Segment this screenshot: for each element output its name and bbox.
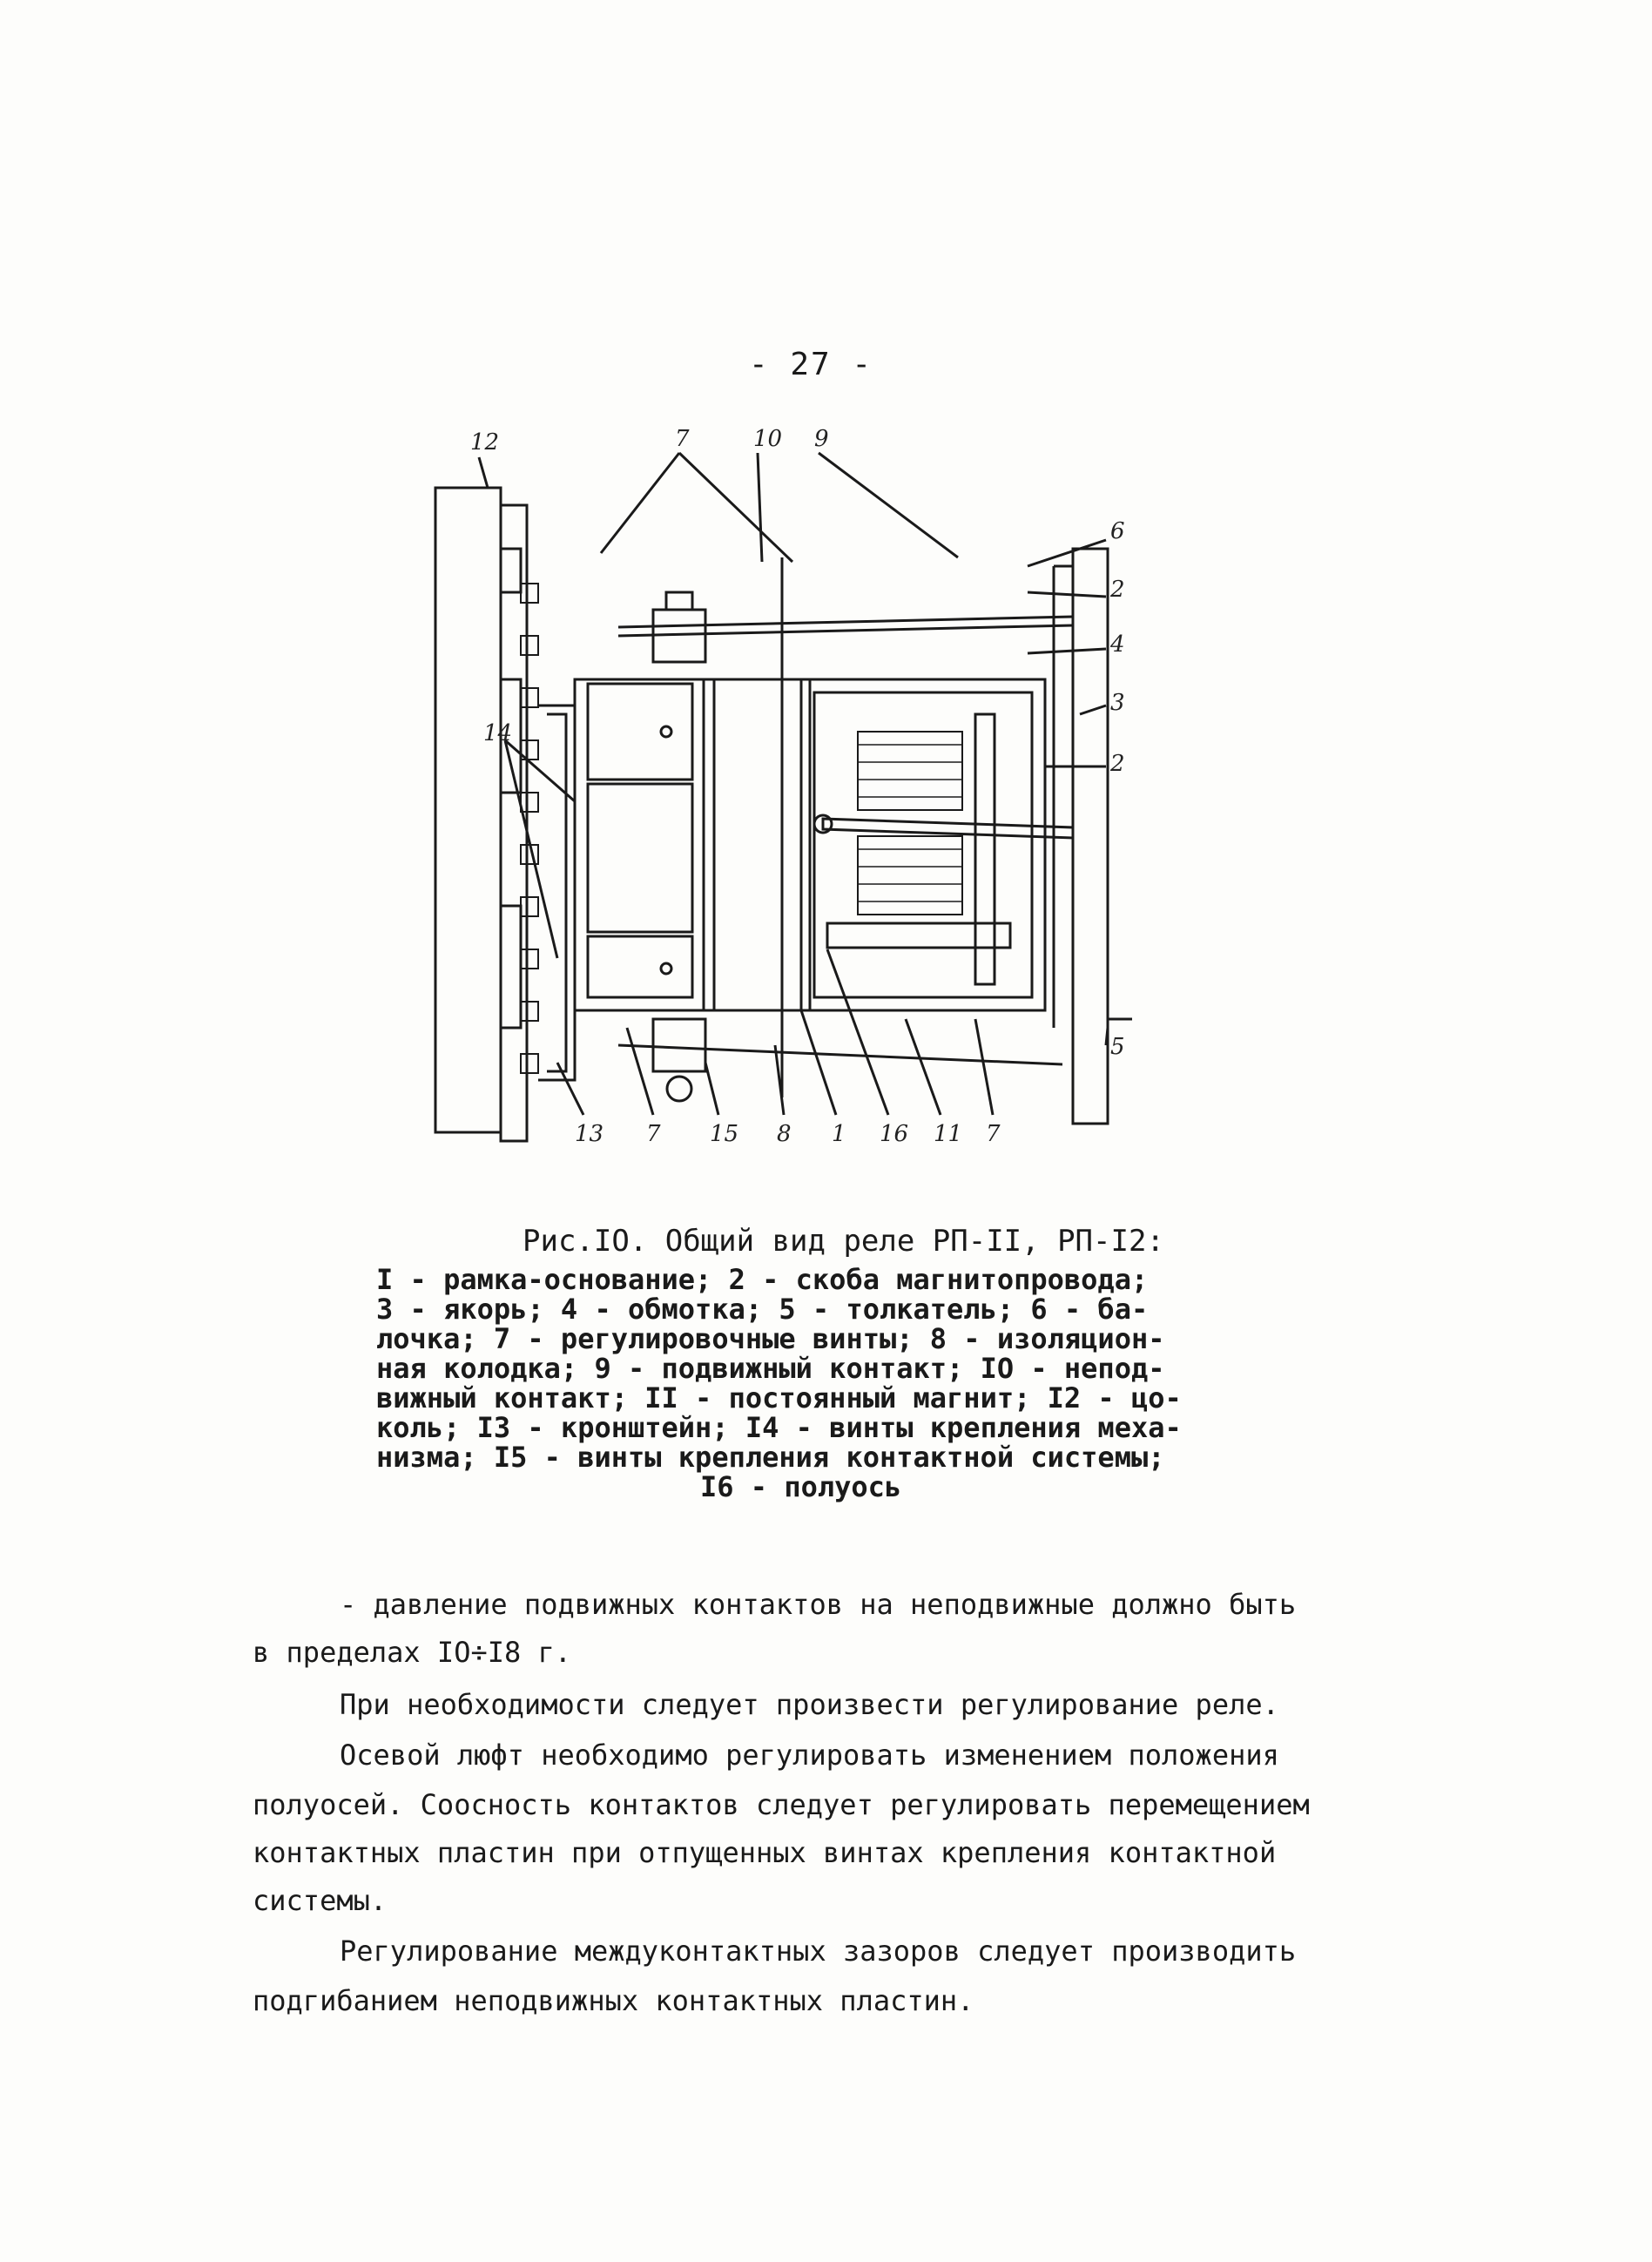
legend-line: 3 - якорь; 4 - обмотка; 5 - толкатель; 6 - ба- xyxy=(376,1293,1149,1326)
paragraph-gaps-line1: Регулирование междуконтактных зазоров следует производить xyxy=(340,1935,1297,1968)
fig-label-5: 5 xyxy=(1110,1034,1125,1060)
figure-legend xyxy=(376,1265,1247,1502)
paragraph-pressure-line2: в пределах IO÷I8 г. xyxy=(253,1636,572,1669)
socket-outline xyxy=(435,488,521,1132)
fig-label-12: 12 xyxy=(470,429,500,456)
fig-label-2b: 2 xyxy=(1110,751,1125,777)
paragraph-axial-line1: Осевой люфт необходимо регулировать изменением положения xyxy=(340,1739,1279,1772)
legend-line: I - рамка-основание; 2 - скоба магнитопровода; xyxy=(376,1263,1149,1296)
fig-label-2a: 2 xyxy=(1110,577,1125,603)
legend-line-last: I6 - полуось xyxy=(700,1470,902,1503)
legend-line: вижный контакт; II - постоянный магнит; I2 - цо- xyxy=(376,1381,1182,1415)
fig-label-9: 9 xyxy=(814,426,829,452)
figure-caption-title: Рис.IO. Общий вид реле РП-II, РП-I2: xyxy=(523,1224,1164,1259)
fig-label-10: 10 xyxy=(753,426,783,452)
fig-label-7a: 7 xyxy=(675,426,690,452)
fig-label-7c: 7 xyxy=(986,1121,1001,1147)
fig-label-13: 13 xyxy=(575,1121,604,1147)
paragraph-axial-line4: системы. xyxy=(253,1884,388,1917)
fig-label-14: 14 xyxy=(483,720,513,746)
fig-label-6: 6 xyxy=(1110,518,1125,544)
legend-line: лочка; 7 - регулировочные винты; 8 - изоляцион- xyxy=(376,1322,1165,1355)
legend-line: низма; I5 - винты крепления контактной системы; xyxy=(376,1441,1165,1474)
fig-label-11: 11 xyxy=(934,1121,963,1147)
paragraph-axial-line2: полуосей. Соосность контактов следует регулировать перемещением xyxy=(253,1788,1310,1821)
fig-label-15: 15 xyxy=(710,1121,739,1147)
paragraph-adjustment: При необходимости следует произвести регулирование реле. xyxy=(340,1688,1279,1721)
relay-drawing xyxy=(418,418,1184,1237)
paragraph-pressure-line1: - давление подвижных контактов на неподвижные должно быть xyxy=(340,1588,1297,1621)
paragraph-gaps-line2: подгибанием неподвижных контактных пластин. xyxy=(253,1984,974,2017)
fig-label-7b: 7 xyxy=(646,1121,661,1147)
paragraph-axial-line3: контактных пластин при отпущенных винтах крепления контактной xyxy=(253,1836,1277,1869)
fig-label-3: 3 xyxy=(1110,690,1125,716)
page-number: - 27 - xyxy=(749,347,873,382)
fig-label-4: 4 xyxy=(1110,631,1125,658)
legend-line: ная колодка; 9 - подвижный контакт; IO - непод- xyxy=(376,1352,1165,1385)
legend-line: коль; I3 - кронштейн; I4 - винты крепления меха- xyxy=(376,1411,1182,1444)
fig-label-1: 1 xyxy=(832,1121,846,1147)
fig-label-16: 16 xyxy=(880,1121,909,1147)
fig-label-8: 8 xyxy=(777,1121,792,1147)
